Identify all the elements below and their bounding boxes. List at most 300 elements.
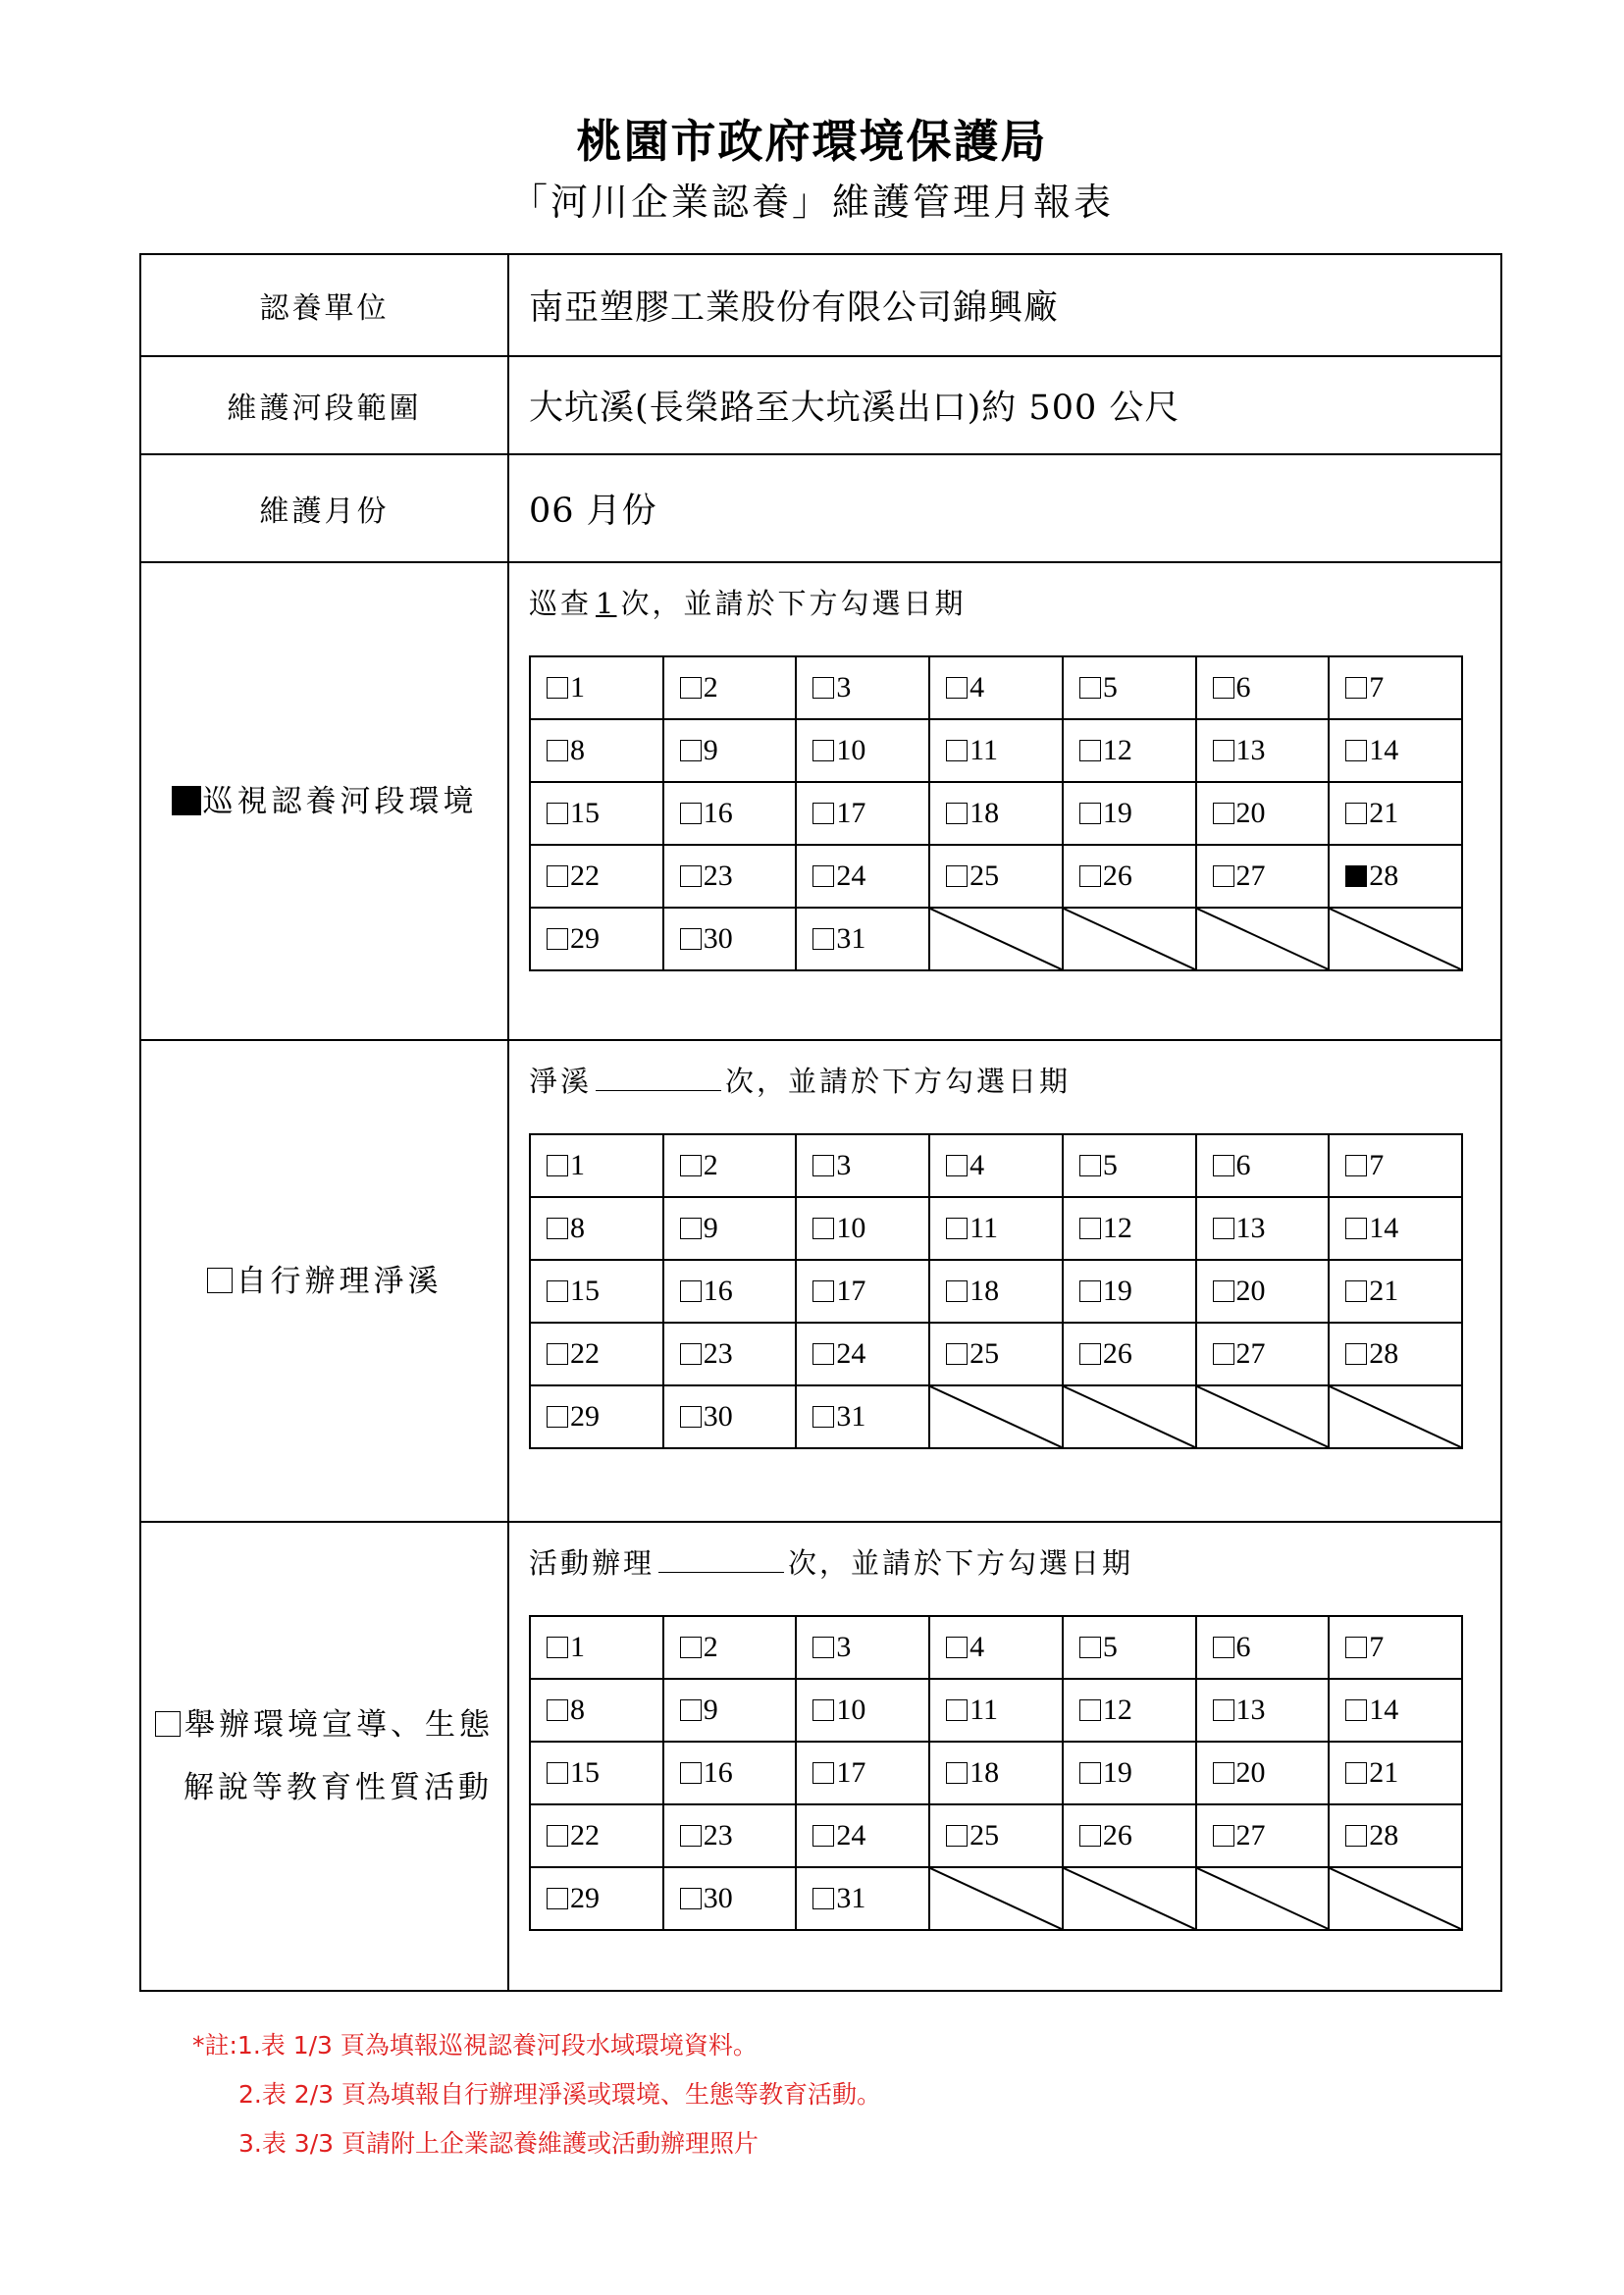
checkbox-icon[interactable] (1213, 1637, 1234, 1658)
checkbox-icon[interactable] (547, 1699, 568, 1721)
diagonal-slash-icon (1197, 1868, 1329, 1929)
day-cell-1[interactable] (530, 1616, 663, 1679)
checkbox-icon[interactable] (1213, 740, 1234, 761)
checkbox-icon[interactable] (547, 1280, 568, 1302)
day-number: 5 (1102, 1631, 1118, 1663)
checkbox-icon[interactable] (547, 1762, 568, 1784)
empty-cell (1063, 908, 1196, 970)
day-cell-31[interactable] (796, 1385, 929, 1448)
day-cell-20[interactable] (1196, 1742, 1330, 1804)
day-cell-20[interactable] (1196, 1260, 1330, 1323)
day-cell-9[interactable] (663, 719, 797, 782)
day-number: 19 (1102, 1756, 1132, 1789)
checkbox-icon[interactable] (946, 1280, 968, 1302)
checkbox-icon[interactable] (680, 1699, 702, 1721)
day-cell-4[interactable] (929, 1616, 1063, 1679)
day-number: 12 (1102, 1212, 1132, 1244)
day-cell-6[interactable] (1196, 656, 1330, 719)
day-cell-15[interactable] (530, 782, 663, 845)
activity-label-cell (140, 1522, 508, 1991)
checkbox-icon[interactable] (547, 1155, 568, 1176)
checkbox-icon[interactable] (1079, 1280, 1101, 1302)
checkbox-icon[interactable] (1079, 1218, 1101, 1239)
day-cell-28[interactable] (1329, 845, 1462, 908)
activity-instruction: 活動辦理 次，並請於下方勾選日期 (529, 1546, 1134, 1580)
day-cell-7[interactable] (1329, 656, 1462, 719)
checkbox-icon[interactable] (946, 1155, 968, 1176)
day-cell-11[interactable] (929, 1679, 1063, 1742)
day-number: 1 (570, 1631, 585, 1663)
checkbox-icon[interactable] (680, 1762, 702, 1784)
day-number: 5 (1102, 1149, 1118, 1181)
checkbox-icon[interactable] (547, 1825, 568, 1847)
unit-value[interactable]: 南亞塑膠工業股份有限公司錦興廠 (508, 254, 1501, 356)
day-cell-18[interactable] (929, 1260, 1063, 1323)
day-cell-15[interactable] (530, 1742, 663, 1804)
calendar-row (530, 1134, 1462, 1197)
checkbox-icon[interactable] (812, 1155, 834, 1176)
day-cell-6[interactable] (1196, 1616, 1330, 1679)
diagonal-slash-icon (1197, 1386, 1329, 1447)
day-cell-10[interactable] (796, 1197, 929, 1260)
day-cell-2[interactable] (663, 656, 797, 719)
day-number: 26 (1102, 1819, 1132, 1852)
day-cell-21[interactable] (1329, 1742, 1462, 1804)
day-cell-17[interactable] (796, 1742, 929, 1804)
checkbox-icon[interactable] (680, 1343, 702, 1365)
day-number: 28 (1369, 1819, 1399, 1852)
day-cell-16[interactable] (663, 1742, 797, 1804)
day-number: 2 (703, 671, 718, 704)
day-number: 16 (703, 797, 733, 829)
day-number: 18 (969, 797, 1000, 829)
day-number: 11 (969, 734, 998, 766)
checkbox-icon[interactable] (680, 1280, 702, 1302)
day-cell-18[interactable] (929, 1742, 1063, 1804)
checkbox-icon[interactable] (680, 928, 702, 950)
day-cell-7[interactable] (1329, 1616, 1462, 1679)
day-cell-22[interactable] (530, 1804, 663, 1867)
day-cell-22[interactable] (530, 1323, 663, 1385)
day-cell-12[interactable] (1063, 719, 1196, 782)
day-cell-25[interactable] (929, 1804, 1063, 1867)
day-number: 28 (1369, 860, 1399, 892)
checkbox-icon[interactable] (1213, 1699, 1234, 1721)
day-number: 19 (1102, 797, 1132, 829)
day-cell-21[interactable] (1329, 782, 1462, 845)
day-number: 15 (570, 797, 600, 829)
empty-cell (929, 1867, 1063, 1930)
checkbox-icon[interactable] (1345, 1637, 1367, 1658)
checkbox-icon[interactable] (680, 677, 702, 699)
checkbox-icon[interactable] (1345, 1343, 1367, 1365)
checkbox-icon[interactable] (1213, 1218, 1234, 1239)
day-cell-31[interactable] (796, 908, 929, 970)
day-number: 21 (1369, 797, 1399, 829)
day-number: 31 (836, 1882, 866, 1914)
day-cell-25[interactable] (929, 1323, 1063, 1385)
day-cell-30[interactable] (663, 908, 797, 970)
day-cell-17[interactable] (796, 1260, 929, 1323)
day-cell-26[interactable] (1063, 845, 1196, 908)
day-cell-2[interactable] (663, 1134, 797, 1197)
note-1: *註:1.表 1/3 頁為填報巡視認養河段水域環境資料。 (192, 2031, 758, 2060)
note-3: 3.表 3/3 頁請附上企業認養維護或活動辦理照片 (238, 2129, 759, 2158)
month-label: 維護月份 (140, 454, 508, 562)
day-cell-12[interactable] (1063, 1679, 1196, 1742)
day-cell-1[interactable] (530, 656, 663, 719)
day-cell-13[interactable] (1196, 719, 1330, 782)
calendar-row (530, 1804, 1462, 1867)
day-number: 15 (570, 1756, 600, 1789)
day-cell-2[interactable] (663, 1616, 797, 1679)
checkbox-icon[interactable] (680, 1155, 702, 1176)
day-cell-21[interactable] (1329, 1260, 1462, 1323)
day-number: 25 (969, 1819, 1000, 1852)
day-number: 27 (1235, 860, 1266, 892)
checkbox-icon[interactable] (946, 1637, 968, 1658)
checkbox-icon[interactable] (812, 1280, 834, 1302)
day-cell-8[interactable] (530, 719, 663, 782)
day-cell-5[interactable] (1063, 1616, 1196, 1679)
activity-count-blank[interactable] (658, 1550, 784, 1573)
checkbox-icon[interactable] (680, 1637, 702, 1658)
checkbox-icon[interactable] (812, 1637, 834, 1658)
checkbox-icon[interactable] (946, 740, 968, 761)
checkbox-icon[interactable] (1345, 1280, 1367, 1302)
day-number: 3 (836, 1149, 852, 1181)
checkbox-icon[interactable] (1079, 677, 1101, 699)
day-cell-28[interactable] (1329, 1804, 1462, 1867)
day-number: 30 (703, 1400, 733, 1433)
day-cell-14[interactable] (1329, 719, 1462, 782)
activity-content (508, 1522, 1501, 1991)
day-number: 4 (969, 671, 985, 704)
section-patrol (140, 562, 1501, 1040)
checkbox-icon[interactable] (1345, 1155, 1367, 1176)
checkbox-icon[interactable] (946, 803, 968, 824)
day-cell-13[interactable] (1196, 1197, 1330, 1260)
empty-cell (1329, 908, 1462, 970)
page-title: 桃園市政府環境保護局 (576, 115, 1048, 168)
checkbox-icon[interactable] (1213, 1343, 1234, 1365)
row-month (140, 454, 1501, 562)
day-number: 2 (703, 1631, 718, 1663)
day-number: 26 (1102, 1337, 1132, 1370)
day-number: 17 (836, 1275, 866, 1307)
day-cell-3[interactable] (796, 1616, 929, 1679)
patrol-count[interactable]: 1 (596, 587, 617, 620)
checkbox-icon[interactable] (946, 1699, 968, 1721)
checkbox-icon[interactable] (812, 1888, 834, 1909)
diagonal-slash-icon (1330, 1386, 1461, 1447)
day-number: 25 (969, 1337, 1000, 1370)
calendar-row (530, 782, 1462, 845)
checkbox-icon[interactable] (680, 1825, 702, 1847)
day-cell-3[interactable] (796, 656, 929, 719)
day-number: 22 (570, 860, 600, 892)
day-number: 22 (570, 1337, 600, 1370)
checkbox-icon[interactable] (1079, 1699, 1101, 1721)
day-cell-28[interactable] (1329, 1323, 1462, 1385)
day-cell-14[interactable] (1329, 1679, 1462, 1742)
day-number: 6 (1235, 1631, 1251, 1663)
day-cell-10[interactable] (796, 719, 929, 782)
day-cell-24[interactable] (796, 845, 929, 908)
checkbox-icon[interactable] (812, 1406, 834, 1428)
checkbox-icon[interactable] (1213, 803, 1234, 824)
day-cell-7[interactable] (1329, 1134, 1462, 1197)
day-number: 5 (1102, 671, 1118, 704)
diagonal-slash-icon (1330, 1868, 1461, 1929)
activity-checkbox-icon[interactable] (155, 1711, 181, 1737)
calendar-row (530, 1742, 1462, 1804)
diagonal-slash-icon (1064, 1386, 1195, 1447)
day-cell-23[interactable] (663, 1323, 797, 1385)
calendar-row (530, 1260, 1462, 1323)
day-cell-14[interactable] (1329, 1197, 1462, 1260)
day-cell-8[interactable] (530, 1679, 663, 1742)
day-cell-31[interactable] (796, 1867, 929, 1930)
checkbox-icon[interactable] (1213, 1762, 1234, 1784)
day-number: 16 (703, 1756, 733, 1789)
checkbox-icon[interactable] (1079, 1155, 1101, 1176)
day-number: 4 (969, 1149, 985, 1181)
checkbox-icon[interactable] (812, 1218, 834, 1239)
day-cell-19[interactable] (1063, 1260, 1196, 1323)
checkbox-icon[interactable] (812, 677, 834, 699)
calendar-row (530, 656, 1462, 719)
checkbox-icon[interactable] (1213, 865, 1234, 887)
cleanup-checkbox-icon[interactable] (207, 1268, 233, 1293)
day-cell-29[interactable] (530, 908, 663, 970)
day-cell-15[interactable] (530, 1260, 663, 1323)
checkbox-icon[interactable] (812, 803, 834, 824)
checkbox-icon[interactable] (946, 1218, 968, 1239)
day-cell-8[interactable] (530, 1197, 663, 1260)
checkbox-icon[interactable] (680, 1218, 702, 1239)
day-cell-20[interactable] (1196, 782, 1330, 845)
day-cell-4[interactable] (929, 1134, 1063, 1197)
day-cell-27[interactable] (1196, 1804, 1330, 1867)
empty-cell (1063, 1867, 1196, 1930)
day-cell-17[interactable] (796, 782, 929, 845)
day-cell-10[interactable] (796, 1679, 929, 1742)
day-number: 17 (836, 797, 866, 829)
day-cell-30[interactable] (663, 1867, 797, 1930)
patrol-label-cell (140, 562, 508, 1040)
patrol-checkbox-icon[interactable] (172, 786, 201, 815)
checkbox-icon[interactable] (812, 740, 834, 761)
cleanup-label: 自行辦理淨溪 (207, 1264, 443, 1299)
cleanup-content (508, 1040, 1501, 1522)
checkbox-icon[interactable] (547, 740, 568, 761)
checkbox-icon[interactable] (547, 928, 568, 950)
checkbox-icon[interactable] (812, 1699, 834, 1721)
checkbox-icon[interactable] (1079, 1762, 1101, 1784)
checkbox-icon[interactable] (547, 1888, 568, 1909)
checkbox-icon[interactable] (1345, 1218, 1367, 1239)
checkbox-icon[interactable] (812, 928, 834, 950)
day-number: 7 (1369, 1149, 1385, 1181)
checkbox-icon[interactable] (1345, 677, 1367, 699)
day-number: 15 (570, 1275, 600, 1307)
calendar-row (530, 1616, 1462, 1679)
day-cell-5[interactable] (1063, 656, 1196, 719)
day-cell-6[interactable] (1196, 1134, 1330, 1197)
day-cell-18[interactable] (929, 782, 1063, 845)
checkbox-icon[interactable] (812, 1762, 834, 1784)
checkbox-icon[interactable] (1079, 1637, 1101, 1658)
empty-cell (1329, 1867, 1462, 1930)
empty-cell (1063, 1385, 1196, 1448)
checkbox-icon[interactable] (946, 677, 968, 699)
day-number: 27 (1235, 1337, 1266, 1370)
report-table (139, 253, 1502, 1992)
checkbox-icon[interactable] (1213, 1280, 1234, 1302)
day-number: 30 (703, 1882, 733, 1914)
day-number: 29 (570, 1400, 600, 1433)
day-number: 9 (703, 734, 718, 766)
day-number: 4 (969, 1631, 985, 1663)
day-number: 22 (570, 1819, 600, 1852)
day-cell-24[interactable] (796, 1804, 929, 1867)
checkbox-icon[interactable] (1345, 1699, 1367, 1721)
checkbox-icon[interactable] (1213, 1825, 1234, 1847)
day-cell-16[interactable] (663, 782, 797, 845)
checkbox-icon[interactable] (946, 1762, 968, 1784)
day-number: 29 (570, 1882, 600, 1914)
section-activity (140, 1522, 1501, 1991)
checkbox-icon[interactable] (680, 740, 702, 761)
checkbox-icon[interactable] (946, 1825, 968, 1847)
day-number: 11 (969, 1212, 998, 1244)
checkbox-icon[interactable] (1345, 803, 1367, 824)
cleanup-instruction: 淨溪 次，並請於下方勾選日期 (529, 1065, 1072, 1098)
checkbox-icon[interactable] (1213, 677, 1234, 699)
day-number: 24 (836, 1337, 866, 1370)
checkbox-icon[interactable] (1079, 803, 1101, 824)
day-cell-4[interactable] (929, 656, 1063, 719)
checkbox-icon[interactable] (1345, 865, 1367, 887)
day-cell-27[interactable] (1196, 845, 1330, 908)
checkbox-icon[interactable] (1079, 865, 1101, 887)
checkbox-icon[interactable] (547, 803, 568, 824)
day-cell-11[interactable] (929, 1197, 1063, 1260)
day-cell-24[interactable] (796, 1323, 929, 1385)
empty-cell (1329, 1385, 1462, 1448)
day-cell-9[interactable] (663, 1197, 797, 1260)
checkbox-icon[interactable] (946, 1343, 968, 1365)
checkbox-icon[interactable] (547, 1637, 568, 1658)
day-number: 20 (1235, 1756, 1266, 1789)
checkbox-icon[interactable] (812, 865, 834, 887)
diagonal-slash-icon (1064, 1868, 1195, 1929)
empty-cell (1196, 1867, 1330, 1930)
day-cell-9[interactable] (663, 1679, 797, 1742)
checkbox-icon[interactable] (680, 1888, 702, 1909)
day-cell-23[interactable] (663, 845, 797, 908)
checkbox-icon[interactable] (1213, 1155, 1234, 1176)
checkbox-icon[interactable] (547, 865, 568, 887)
unit-label: 認養單位 (140, 254, 508, 356)
day-cell-27[interactable] (1196, 1323, 1330, 1385)
empty-cell (1196, 1385, 1330, 1448)
day-cell-30[interactable] (663, 1385, 797, 1448)
checkbox-icon[interactable] (1345, 1762, 1367, 1784)
checkbox-icon[interactable] (547, 1343, 568, 1365)
checkbox-icon[interactable] (1345, 1825, 1367, 1847)
checkbox-icon[interactable] (946, 865, 968, 887)
checkbox-icon[interactable] (1345, 740, 1367, 761)
day-number: 14 (1369, 1212, 1399, 1244)
day-cell-26[interactable] (1063, 1323, 1196, 1385)
cleanup-count-blank[interactable] (596, 1069, 721, 1091)
day-number: 1 (570, 671, 585, 704)
checkbox-icon[interactable] (547, 1218, 568, 1239)
checkbox-icon[interactable] (680, 865, 702, 887)
day-cell-16[interactable] (663, 1260, 797, 1323)
range-value[interactable]: 大坑溪(長榮路至大坑溪出口)約 500 公尺 (508, 356, 1501, 454)
day-cell-19[interactable] (1063, 1742, 1196, 1804)
day-cell-5[interactable] (1063, 1134, 1196, 1197)
day-cell-3[interactable] (796, 1134, 929, 1197)
activity-label: 舉辦環境宣導、生態 解說等教育性質活動 (141, 1694, 507, 1819)
calendar-row (530, 1679, 1462, 1742)
day-cell-29[interactable] (530, 1385, 663, 1448)
checkbox-icon[interactable] (680, 803, 702, 824)
day-cell-13[interactable] (1196, 1679, 1330, 1742)
calendar-grid (529, 1133, 1463, 1449)
calendar-row (530, 1323, 1462, 1385)
checkbox-icon[interactable] (1079, 1825, 1101, 1847)
day-cell-23[interactable] (663, 1804, 797, 1867)
day-cell-11[interactable] (929, 719, 1063, 782)
day-number: 10 (836, 1694, 866, 1726)
day-number: 18 (969, 1756, 1000, 1789)
checkbox-icon[interactable] (680, 1406, 702, 1428)
day-cell-25[interactable] (929, 845, 1063, 908)
day-cell-29[interactable] (530, 1867, 663, 1930)
checkbox-icon[interactable] (1079, 740, 1101, 761)
diagonal-slash-icon (930, 1868, 1062, 1929)
checkbox-icon[interactable] (547, 1406, 568, 1428)
day-number: 31 (836, 922, 866, 955)
day-number: 13 (1235, 734, 1266, 766)
range-label: 維護河段範圍 (140, 356, 508, 454)
cleanup-label-cell (140, 1040, 508, 1522)
checkbox-icon[interactable] (812, 1825, 834, 1847)
day-cell-19[interactable] (1063, 782, 1196, 845)
day-cell-12[interactable] (1063, 1197, 1196, 1260)
day-number: 25 (969, 860, 1000, 892)
day-number: 7 (1369, 1631, 1385, 1663)
day-number: 10 (836, 734, 866, 766)
checkbox-icon[interactable] (1079, 1343, 1101, 1365)
day-cell-1[interactable] (530, 1134, 663, 1197)
empty-cell (929, 1385, 1063, 1448)
day-number: 26 (1102, 860, 1132, 892)
checkbox-icon[interactable] (547, 677, 568, 699)
patrol-content (508, 562, 1501, 1040)
month-value[interactable]: 06 月份 (508, 454, 1501, 562)
day-number: 31 (836, 1400, 866, 1433)
calendar-row (530, 1867, 1462, 1930)
diagonal-slash-icon (1064, 909, 1195, 969)
day-cell-22[interactable] (530, 845, 663, 908)
day-cell-26[interactable] (1063, 1804, 1196, 1867)
checkbox-icon[interactable] (812, 1343, 834, 1365)
